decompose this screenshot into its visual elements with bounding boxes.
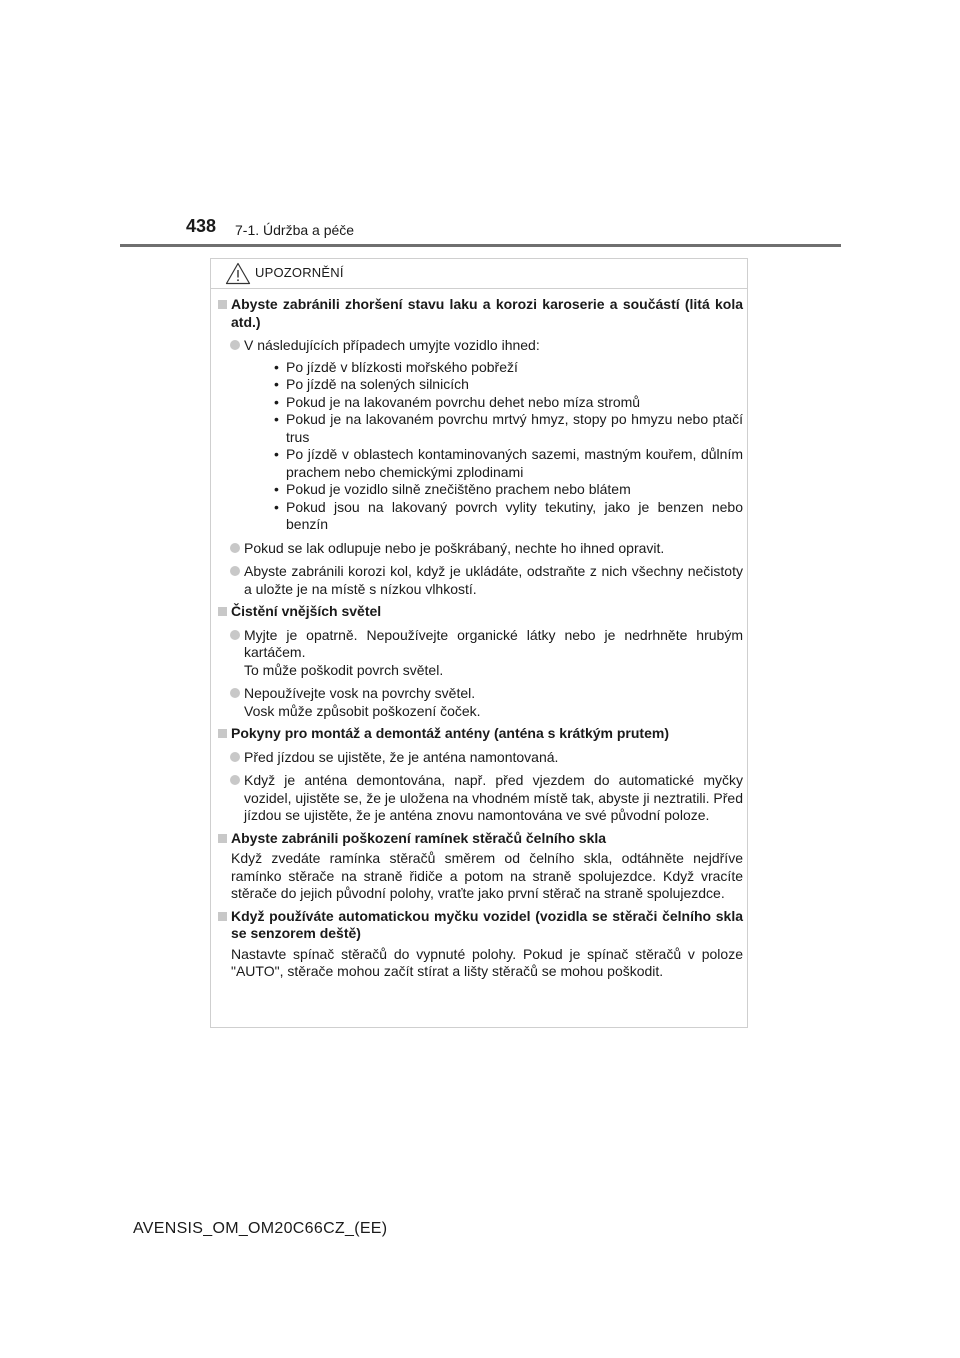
section-heading-wiper-arms: Abyste zabránili poškození ramínek stěračů čelního skla (217, 830, 743, 848)
bullet-text: To může poškodit povrch světel. (244, 661, 444, 678)
section-heading-paint-corrosion: Abyste zabránili zhoršení stavu laku a korozi karoserie a součástí (litá kola atd.) (217, 296, 743, 331)
bullet-item: Když je anténa demontována, např. před vjezdem do automatické myčky vozidel, ujistěte se, že je uložena na vhodném místě tak, abyste ji neztratili. Před jízdou se ujistěte, že je anténa znovu namontována ve své původní poloze. (217, 772, 743, 825)
sub-list (244, 359, 743, 534)
bullet-text: V následujících případech umyjte vozidlo ihned: (244, 337, 540, 353)
section-heading-car-wash: Když používáte automatickou myčku vozidel (vozidla se stěrači čelního skla se senzorem deště) (217, 908, 743, 943)
bullet-text: Vosk může způsobit poškození čoček. (244, 702, 481, 719)
section-title: 7-1. Údržba a péče (235, 222, 355, 238)
bullet-text: Myjte je opatrně. Nepoužívejte organické látky nebo je nedrhněte hrubým kartáčem. (244, 626, 743, 660)
document-code: AVENSIS_OM_OM20C66CZ_(EE) (133, 1220, 388, 1237)
sub-item: • Po jízdě v blízkosti mořského pobřeží (244, 359, 743, 377)
section-heading-exterior-lights: Čistění vnějších světel (217, 603, 743, 621)
bullet-item (217, 337, 743, 534)
warning-triangle-icon (225, 262, 251, 285)
sub-item: • Po jízdě na solených silnicích (244, 376, 743, 394)
bullet-item (217, 627, 743, 680)
bullet-item: Pokud se lak odlupuje nebo je poškrábaný, nechte ho ihned opravit. (217, 540, 743, 558)
sub-item: • Pokud je na lakovaném povrchu mrtvý hmyz, stopy po hmyzu nebo ptačí trus (244, 411, 743, 446)
bullet-item (217, 685, 743, 720)
page-number: 438 (186, 216, 217, 236)
sub-item: • Po jízdě v oblastech kontaminovaných sazemi, mastným kouřem, důlním prachem nebo chemickými zplodinami (244, 446, 743, 481)
section-paragraph: Když zvedáte ramínka stěračů směrem od čelního skla, odtáhněte nejdříve ramínko stěrače na straně řidiče a potom na straně spolujezdce. Když vracíte stěrače do jejich původní polohy, vraťte jako první stěrač na straně spolujezdce. (231, 850, 743, 901)
section-heading-antenna: Pokyny pro montáž a demontáž antény (anténa s krátkým prutem) (217, 725, 743, 743)
warning-header (211, 259, 747, 289)
warning-title: UPOZORNĚNÍ (255, 265, 344, 280)
bullet-item: Před jízdou se ujistěte, že je anténa namontovaná. (217, 749, 743, 767)
bullet-text: Nepoužívejte vosk na povrchy světel. (244, 685, 476, 701)
section-paragraph: Nastavte spínač stěračů do vypnuté polohy. Pokud je spínač stěračů v poloze "AUTO", stěrače mohou začít stírat a lišty stěračů se mohou poškodit. (231, 945, 743, 979)
sub-item: • Pokud jsou na lakovaný povrch vylity tekutiny, jako je benzen nebo benzín (244, 499, 743, 534)
sub-item: • Pokud je na lakovaném povrchu dehet nebo míza stromů (244, 394, 743, 412)
bullet-item: Abyste zabránili korozi kol, když je ukládáte, odstraňte z nich všechny nečistoty a uložte je na místě s nízkou vlhkostí. (217, 563, 743, 598)
sub-item: • Pokud je vozidlo silně znečištěno prachem nebo blátem (244, 481, 743, 499)
warning-content (217, 296, 743, 981)
warning-box (210, 258, 748, 1028)
header-divider (120, 244, 841, 247)
